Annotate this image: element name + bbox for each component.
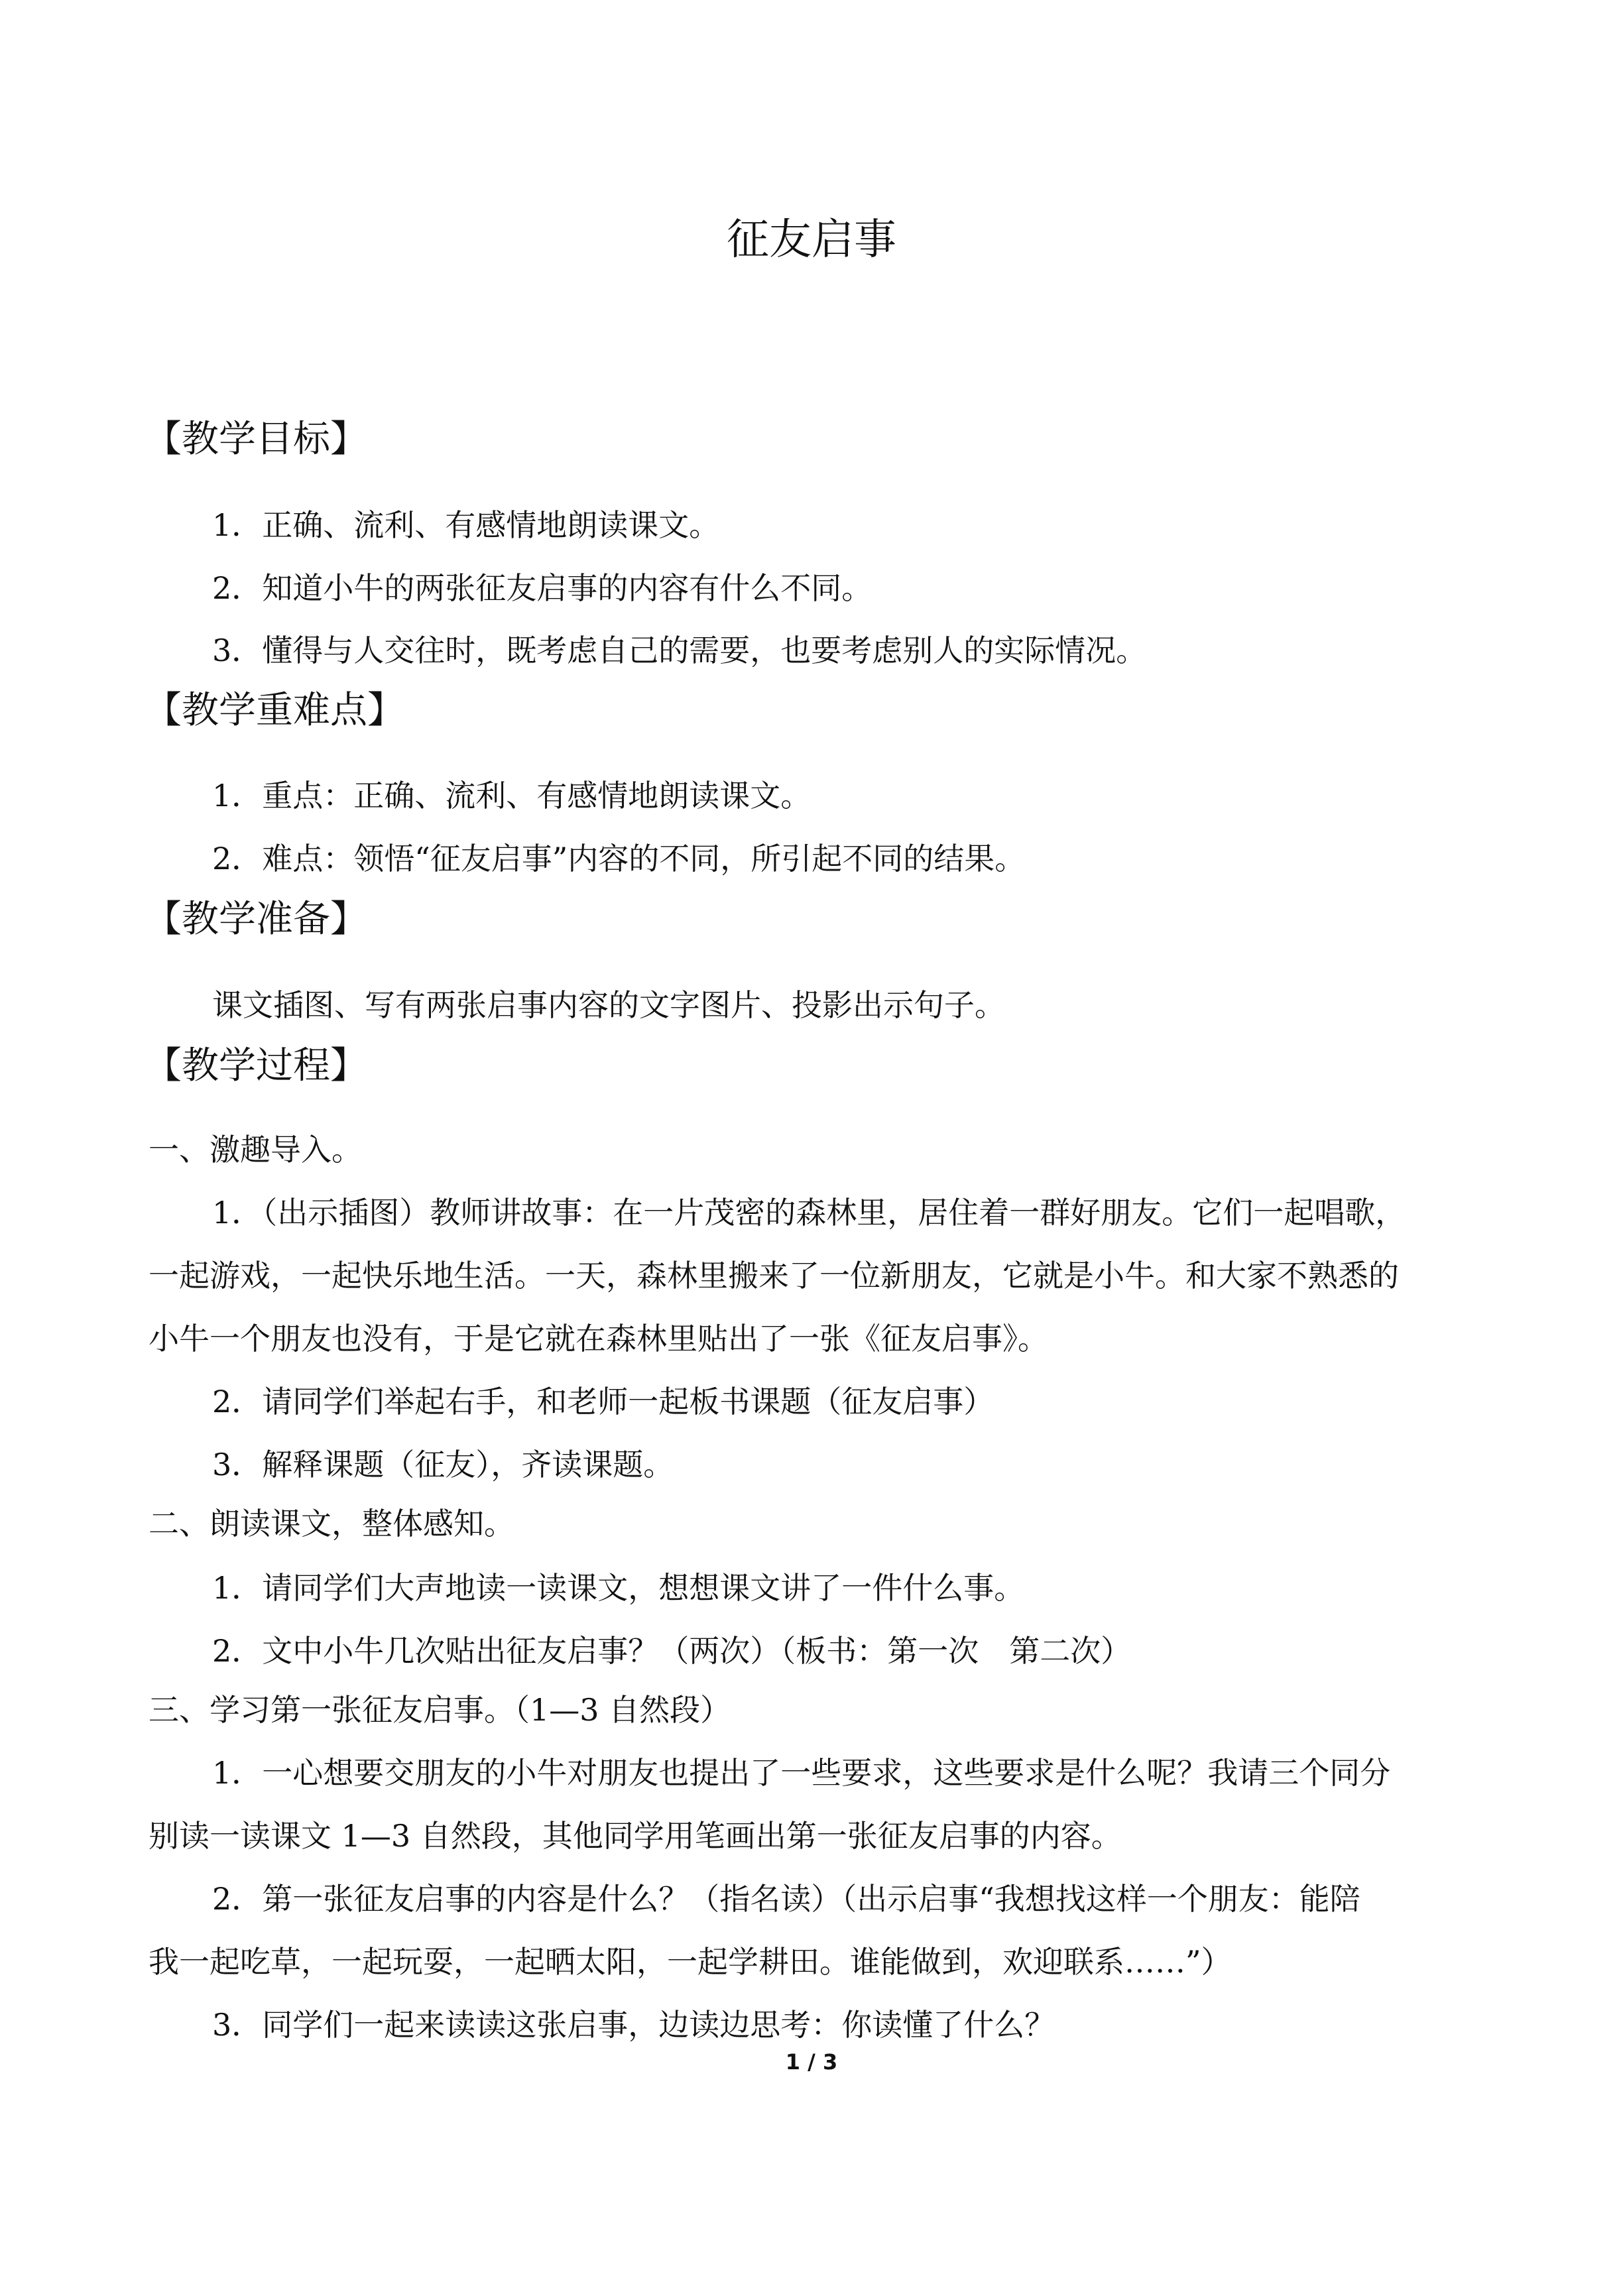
page-title: 征友启事: [727, 215, 896, 265]
process-line: 3．同学们一起来读读这张启事，边读边思考：你读懂了什么？: [212, 2007, 1055, 2043]
goal-item-1: 1．正确、流利、有感情地朗读课文。: [212, 507, 720, 543]
process-line: 1．一心想要交朋友的小牛对朋友也提出了一些要求，这些要求是什么呢？我请三个同分: [212, 1755, 1391, 1791]
heading-goals: 【教学目标】: [145, 418, 367, 461]
heading-process: 【教学过程】: [145, 1044, 367, 1087]
heading-preparation: 【教学准备】: [145, 898, 367, 941]
goal-item-3: 3．懂得与人交往时，既考虑自己的需要，也要考虑别人的实际情况。: [212, 633, 1147, 668]
process-line: 我一起吃草，一起玩耍，一起晒太阳，一起学耕田。谁能做到，欢迎联系……”）: [149, 1944, 1232, 1980]
page-number: 1 / 3: [785, 2049, 838, 2075]
process-line: 二、朗读课文，整体感知。: [149, 1506, 514, 1541]
process-line: 2．请同学们举起右手，和老师一起板书课题（征友启事）: [212, 1384, 994, 1420]
process-line: 小牛一个朋友也没有，于是它就在森林里贴出了一张《征友启事》。: [149, 1321, 1048, 1357]
key-point-1: 1．重点：正确、流利、有感情地朗读课文。: [212, 778, 812, 814]
process-line: 2．第一张征友启事的内容是什么？（指名读）（出示启事“我想找这样一个朋友：能陪: [212, 1881, 1360, 1917]
goal-item-2: 2．知道小牛的两张征友启事的内容有什么不同。: [212, 570, 872, 606]
process-line: 1．请同学们大声地读一读课文，想想课文讲了一件什么事。: [212, 1570, 1025, 1606]
process-line: 别读一读课文 1—3 自然段，其他同学用笔画出第一张征友启事的内容。: [149, 1818, 1122, 1854]
preparation-text: 课文插图、写有两张启事内容的文字图片、投影出示句子。: [212, 987, 1005, 1023]
process-line: 3．解释课题（征友），齐读课题。: [212, 1447, 674, 1482]
key-point-2: 2．难点：领悟“征友启事”内容的不同，所引起不同的结果。: [212, 841, 1026, 876]
process-line: 一、激趣导入。: [149, 1132, 362, 1168]
process-line: 三、学习第一张征友启事。（1—3 自然段）: [149, 1692, 731, 1728]
heading-key-points: 【教学重难点】: [145, 689, 404, 732]
process-line: 一起游戏，一起快乐地生活。一天，森林里搬来了一位新朋友，它就是小牛。和大家不熟悉的: [149, 1258, 1399, 1294]
process-line: 1．（出示插图）教师讲故事：在一片茂密的森林里，居住着一群好朋友。它们一起唱歌，: [212, 1195, 1406, 1231]
process-line: 2．文中小牛几次贴出征友启事？（两次）（板书：第一次 第二次）: [212, 1633, 1132, 1669]
